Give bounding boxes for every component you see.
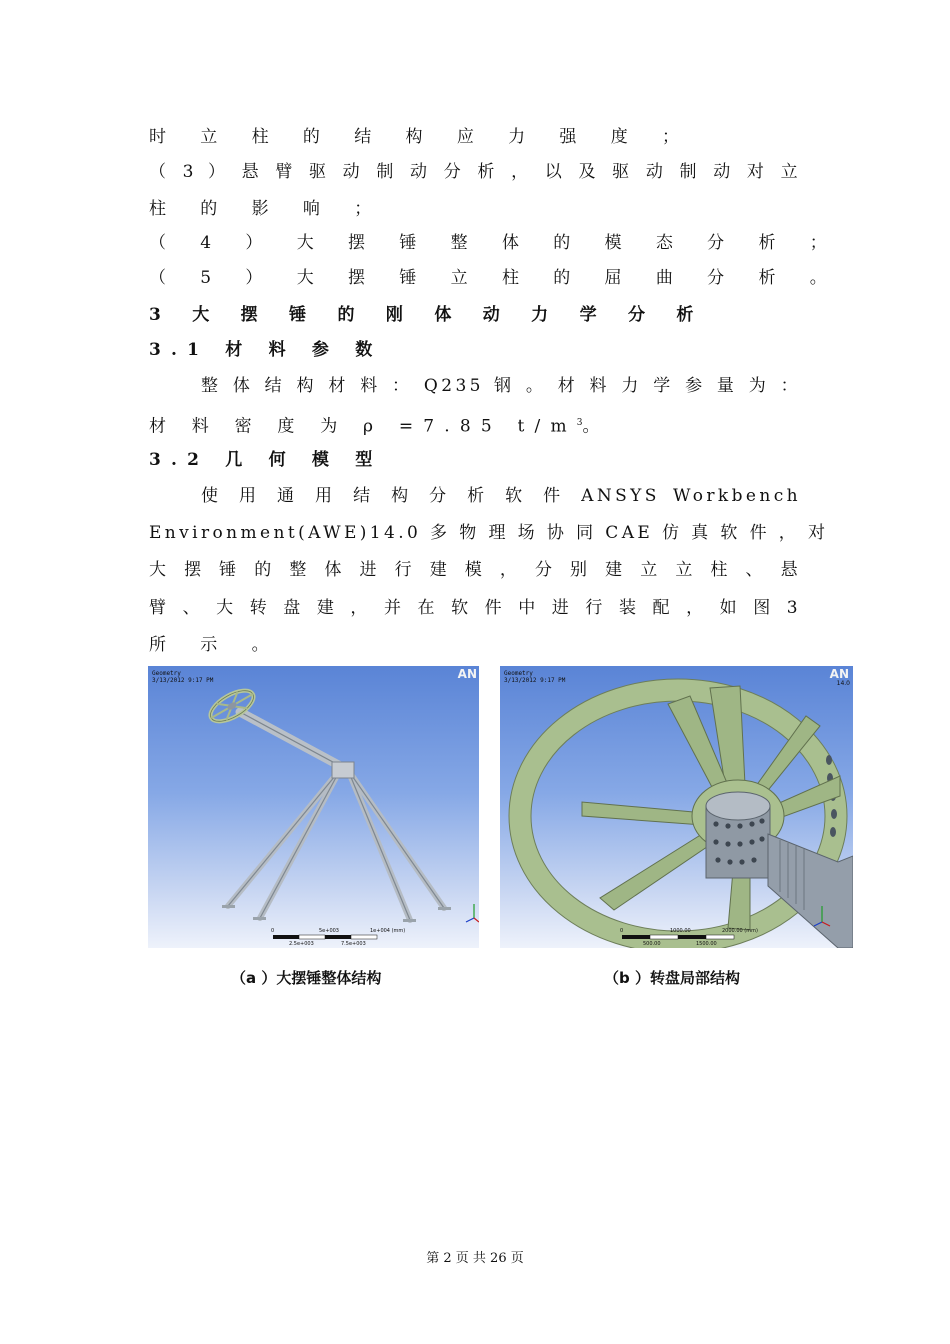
figure-b-header: [504, 670, 565, 684]
superscript-3: 3: [576, 418, 583, 428]
figure-b-logo-version: 14.0: [836, 680, 850, 687]
page-footer: 第 2 页 共 26 页: [426, 1251, 524, 1266]
figure-a-scale-mid: 5e+003: [319, 928, 339, 934]
ansys-logo: AN: [457, 667, 477, 681]
figure-a-caption: （a ）大摆锤整体结构: [231, 969, 382, 987]
para-1-line-2-text: 材 料 密 度 为 ρ =7.85 t/m: [149, 416, 577, 437]
figure-a-header-title: Geometry: [152, 670, 181, 677]
figure-b-turntable-structure: [500, 666, 853, 948]
figure-a-header-date: 3/13/2012 9:17 PM: [152, 677, 214, 684]
figure-b-scale-q1: 500.00: [643, 941, 661, 947]
para-2-line-5: 所 示 。: [149, 635, 284, 655]
figure-a-scale-max: 1e+004 (mm): [370, 928, 406, 934]
para-2-line-3: 大 摆 锤 的 整 体 进 行 建 模 ， 分 别 建 立 立 柱 、 悬: [149, 560, 801, 580]
para-2-line-4: 臂 、 大 转 盘 建 ， 并 在 软 件 中 进 行 装 配 ， 如 图 3: [149, 598, 801, 618]
figure-b-scale-q3: 1500.00: [696, 941, 717, 947]
figure-b-scale-mid: 1000.00: [670, 928, 691, 934]
para-1-line-1: 整 体 结 构 材 料 ： Q235 钢 。 材 料 力 学 参 量 为 ：: [201, 376, 801, 396]
figure-a-scale-0: 0: [271, 928, 275, 934]
ansys-logo: AN: [829, 667, 849, 681]
para-1-line-2: [149, 411, 801, 439]
figure-b-header-title: Geometry: [504, 670, 533, 677]
section-heading-3-1: 3.1 材 料 参 数: [149, 340, 383, 360]
figure-b-scale-max: 2000.00 (mm): [722, 928, 758, 934]
figure-a-scale-q3: 7.5e+003: [341, 941, 366, 947]
figure-b-model-render: [500, 666, 853, 948]
body-line-5: （ 5 ） 大 摆 锤 立 柱 的 屈 曲 分 析 。: [149, 268, 842, 288]
figure-b-scale-0: 0: [620, 928, 624, 934]
section-heading-3-2: 3.2 几 何 模 型: [149, 450, 383, 470]
body-line-4: （ 4 ） 大 摆 锤 整 体 的 模 态 分 析 ；: [149, 233, 842, 253]
figure-b-header-date: 3/13/2012 9:17 PM: [504, 677, 566, 684]
para-2-line-2: Environment(AWE)14.0 多 物 理 场 协 同 CAE 仿 真 软 件 ， 对: [149, 523, 829, 543]
figure-a-model-render: [148, 666, 479, 948]
figure-a-overall-structure: [148, 666, 479, 948]
figure-b-caption: （b ）转盘局部结构: [604, 969, 740, 987]
section-heading-3: 3 大 摆 锤 的 刚 体 动 力 学 分 析: [149, 305, 707, 325]
para-1-line-2-end: 。: [582, 416, 600, 437]
body-line-3: 柱 的 影 响 ；: [149, 199, 386, 219]
figure-a-header: [152, 670, 213, 684]
figure-a-scale-q1: 2.5e+003: [289, 941, 314, 947]
para-2-line-1: 使 用 通 用 结 构 分 析 软 件 ANSYS Workbench: [201, 486, 801, 506]
body-line-2: （ 3 ） 悬 臂 驱 动 制 动 分 析 ， 以 及 驱 动 制 动 对 立: [149, 162, 801, 182]
body-line-1: 时 立 柱 的 结 构 应 力 强 度 ；: [149, 127, 694, 147]
